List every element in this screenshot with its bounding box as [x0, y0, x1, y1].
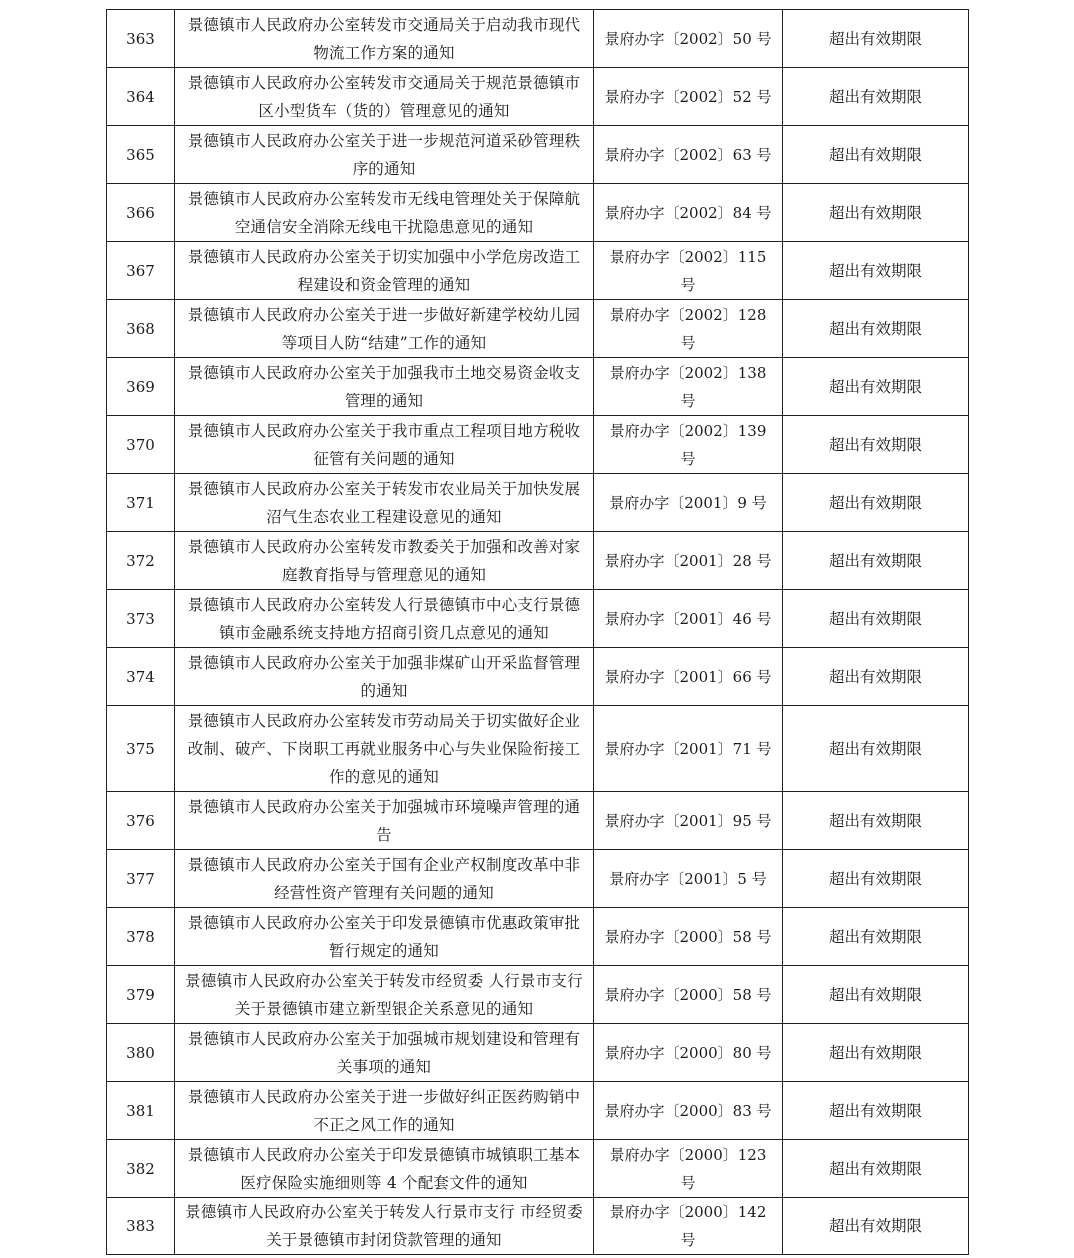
document-title: 景德镇市人民政府办公室关于进一步做好纠正医药购销中不正之风工作的通知	[175, 1082, 594, 1140]
row-number: 381	[107, 1082, 175, 1140]
document-number: 景府办字〔2002〕84 号	[594, 184, 783, 242]
validity-status: 超出有效期限	[783, 1198, 969, 1255]
validity-status: 超出有效期限	[783, 358, 969, 416]
table-row	[107, 10, 969, 68]
document-title: 景德镇市人民政府办公室关于我市重点工程项目地方税收征管有关问题的通知	[175, 416, 594, 474]
row-number: 370	[107, 416, 175, 474]
validity-status: 超出有效期限	[783, 792, 969, 850]
document-table	[106, 9, 969, 1255]
validity-status: 超出有效期限	[783, 1140, 969, 1198]
document-title: 景德镇市人民政府办公室关于进一步规范河道采砂管理秩序的通知	[175, 126, 594, 184]
table-row	[107, 1140, 969, 1198]
validity-status: 超出有效期限	[783, 706, 969, 792]
document-number: 景府办字〔2002〕63 号	[594, 126, 783, 184]
row-number: 378	[107, 908, 175, 966]
validity-status: 超出有效期限	[783, 1082, 969, 1140]
table-row	[107, 1198, 969, 1255]
document-number: 景府办字〔2000〕83 号	[594, 1082, 783, 1140]
document-title: 景德镇市人民政府办公室转发市交通局关于启动我市现代物流工作方案的通知	[175, 10, 594, 68]
row-number: 375	[107, 706, 175, 792]
table-row	[107, 966, 969, 1024]
table-row	[107, 706, 969, 792]
document-title: 景德镇市人民政府办公室关于加强城市环境噪声管理的通告	[175, 792, 594, 850]
row-number: 373	[107, 590, 175, 648]
row-number: 364	[107, 68, 175, 126]
row-number: 376	[107, 792, 175, 850]
document-number: 景府办字〔2002〕52 号	[594, 68, 783, 126]
validity-status: 超出有效期限	[783, 850, 969, 908]
document-title: 景德镇市人民政府办公室转发市教委关于加强和改善对家庭教育指导与管理意见的通知	[175, 532, 594, 590]
row-number: 374	[107, 648, 175, 706]
table-row	[107, 648, 969, 706]
row-number: 377	[107, 850, 175, 908]
document-title: 景德镇市人民政府办公室关于印发景德镇市优惠政策审批暂行规定的通知	[175, 908, 594, 966]
document-title: 景德镇市人民政府办公室关于转发人行景市支行 市经贸委关于景德镇市封闭贷款管理的通知	[175, 1198, 594, 1255]
validity-status: 超出有效期限	[783, 184, 969, 242]
validity-status: 超出有效期限	[783, 68, 969, 126]
document-number: 景府办字〔2001〕66 号	[594, 648, 783, 706]
table-row	[107, 416, 969, 474]
row-number: 369	[107, 358, 175, 416]
document-number: 景府办字〔2002〕139 号	[594, 416, 783, 474]
document-title: 景德镇市人民政府办公室关于进一步做好新建学校幼儿园等项目人防“结建”工作的通知	[175, 300, 594, 358]
document-title: 景德镇市人民政府办公室关于加强城市规划建设和管理有关事项的通知	[175, 1024, 594, 1082]
document-title: 景德镇市人民政府办公室转发市交通局关于规范景德镇市区小型货车（货的）管理意见的通知	[175, 68, 594, 126]
validity-status: 超出有效期限	[783, 474, 969, 532]
row-number: 382	[107, 1140, 175, 1198]
document-title: 景德镇市人民政府办公室关于转发市经贸委 人行景市支行关于景德镇市建立新型银企关系意见的通知	[175, 966, 594, 1024]
document-number: 景府办字〔2001〕46 号	[594, 590, 783, 648]
table-row	[107, 1082, 969, 1140]
document-title: 景德镇市人民政府办公室关于转发市农业局关于加快发展沼气生态农业工程建设意见的通知	[175, 474, 594, 532]
row-number: 371	[107, 474, 175, 532]
table-body	[107, 10, 969, 1255]
table-row	[107, 1024, 969, 1082]
document-number: 景府办字〔2002〕138 号	[594, 358, 783, 416]
validity-status: 超出有效期限	[783, 590, 969, 648]
document-number: 景府办字〔2000〕58 号	[594, 908, 783, 966]
validity-status: 超出有效期限	[783, 648, 969, 706]
document-number: 景府办字〔2001〕95 号	[594, 792, 783, 850]
validity-status: 超出有效期限	[783, 126, 969, 184]
document-title: 景德镇市人民政府办公室关于加强我市土地交易资金收支管理的通知	[175, 358, 594, 416]
document-number: 景府办字〔2000〕80 号	[594, 1024, 783, 1082]
validity-status: 超出有效期限	[783, 532, 969, 590]
document-number: 景府办字〔2001〕71 号	[594, 706, 783, 792]
row-number: 365	[107, 126, 175, 184]
table-row	[107, 474, 969, 532]
validity-status: 超出有效期限	[783, 242, 969, 300]
row-number: 368	[107, 300, 175, 358]
table-row	[107, 184, 969, 242]
document-title: 景德镇市人民政府办公室转发市劳动局关于切实做好企业改制、破产、下岗职工再就业服务中心与失业保险衔接工作的意见的通知	[175, 706, 594, 792]
table-row	[107, 68, 969, 126]
table-row	[107, 242, 969, 300]
table-row	[107, 300, 969, 358]
table-row	[107, 850, 969, 908]
document-title: 景德镇市人民政府办公室关于国有企业产权制度改革中非经营性资产管理有关问题的通知	[175, 850, 594, 908]
document-number: 景府办字〔2001〕5 号	[594, 850, 783, 908]
table-row	[107, 532, 969, 590]
document-title: 景德镇市人民政府办公室转发人行景德镇市中心支行景德镇市金融系统支持地方招商引资几点意见的通知	[175, 590, 594, 648]
document-title: 景德镇市人民政府办公室转发市无线电管理处关于保障航空通信安全消除无线电干扰隐患意见的通知	[175, 184, 594, 242]
validity-status: 超出有效期限	[783, 1024, 969, 1082]
document-number: 景府办字〔2000〕123 号	[594, 1140, 783, 1198]
document-number: 景府办字〔2002〕128 号	[594, 300, 783, 358]
row-number: 366	[107, 184, 175, 242]
document-number: 景府办字〔2002〕50 号	[594, 10, 783, 68]
row-number: 379	[107, 966, 175, 1024]
row-number: 367	[107, 242, 175, 300]
table-row	[107, 590, 969, 648]
document-number: 景府办字〔2002〕115 号	[594, 242, 783, 300]
validity-status: 超出有效期限	[783, 908, 969, 966]
row-number: 383	[107, 1198, 175, 1255]
table-row	[107, 126, 969, 184]
validity-status: 超出有效期限	[783, 966, 969, 1024]
document-number: 景府办字〔2001〕9 号	[594, 474, 783, 532]
document-title: 景德镇市人民政府办公室关于印发景德镇市城镇职工基本医疗保险实施细则等 4 个配套文件的通知	[175, 1140, 594, 1198]
table-row	[107, 908, 969, 966]
document-title: 景德镇市人民政府办公室关于切实加强中小学危房改造工程建设和资金管理的通知	[175, 242, 594, 300]
row-number: 363	[107, 10, 175, 68]
document-number: 景府办字〔2000〕142 号	[594, 1198, 783, 1255]
row-number: 372	[107, 532, 175, 590]
document-number: 景府办字〔2000〕58 号	[594, 966, 783, 1024]
table-row	[107, 358, 969, 416]
row-number: 380	[107, 1024, 175, 1082]
table-row	[107, 792, 969, 850]
document-number: 景府办字〔2001〕28 号	[594, 532, 783, 590]
document-title: 景德镇市人民政府办公室关于加强非煤矿山开采监督管理的通知	[175, 648, 594, 706]
validity-status: 超出有效期限	[783, 416, 969, 474]
validity-status: 超出有效期限	[783, 10, 969, 68]
validity-status: 超出有效期限	[783, 300, 969, 358]
